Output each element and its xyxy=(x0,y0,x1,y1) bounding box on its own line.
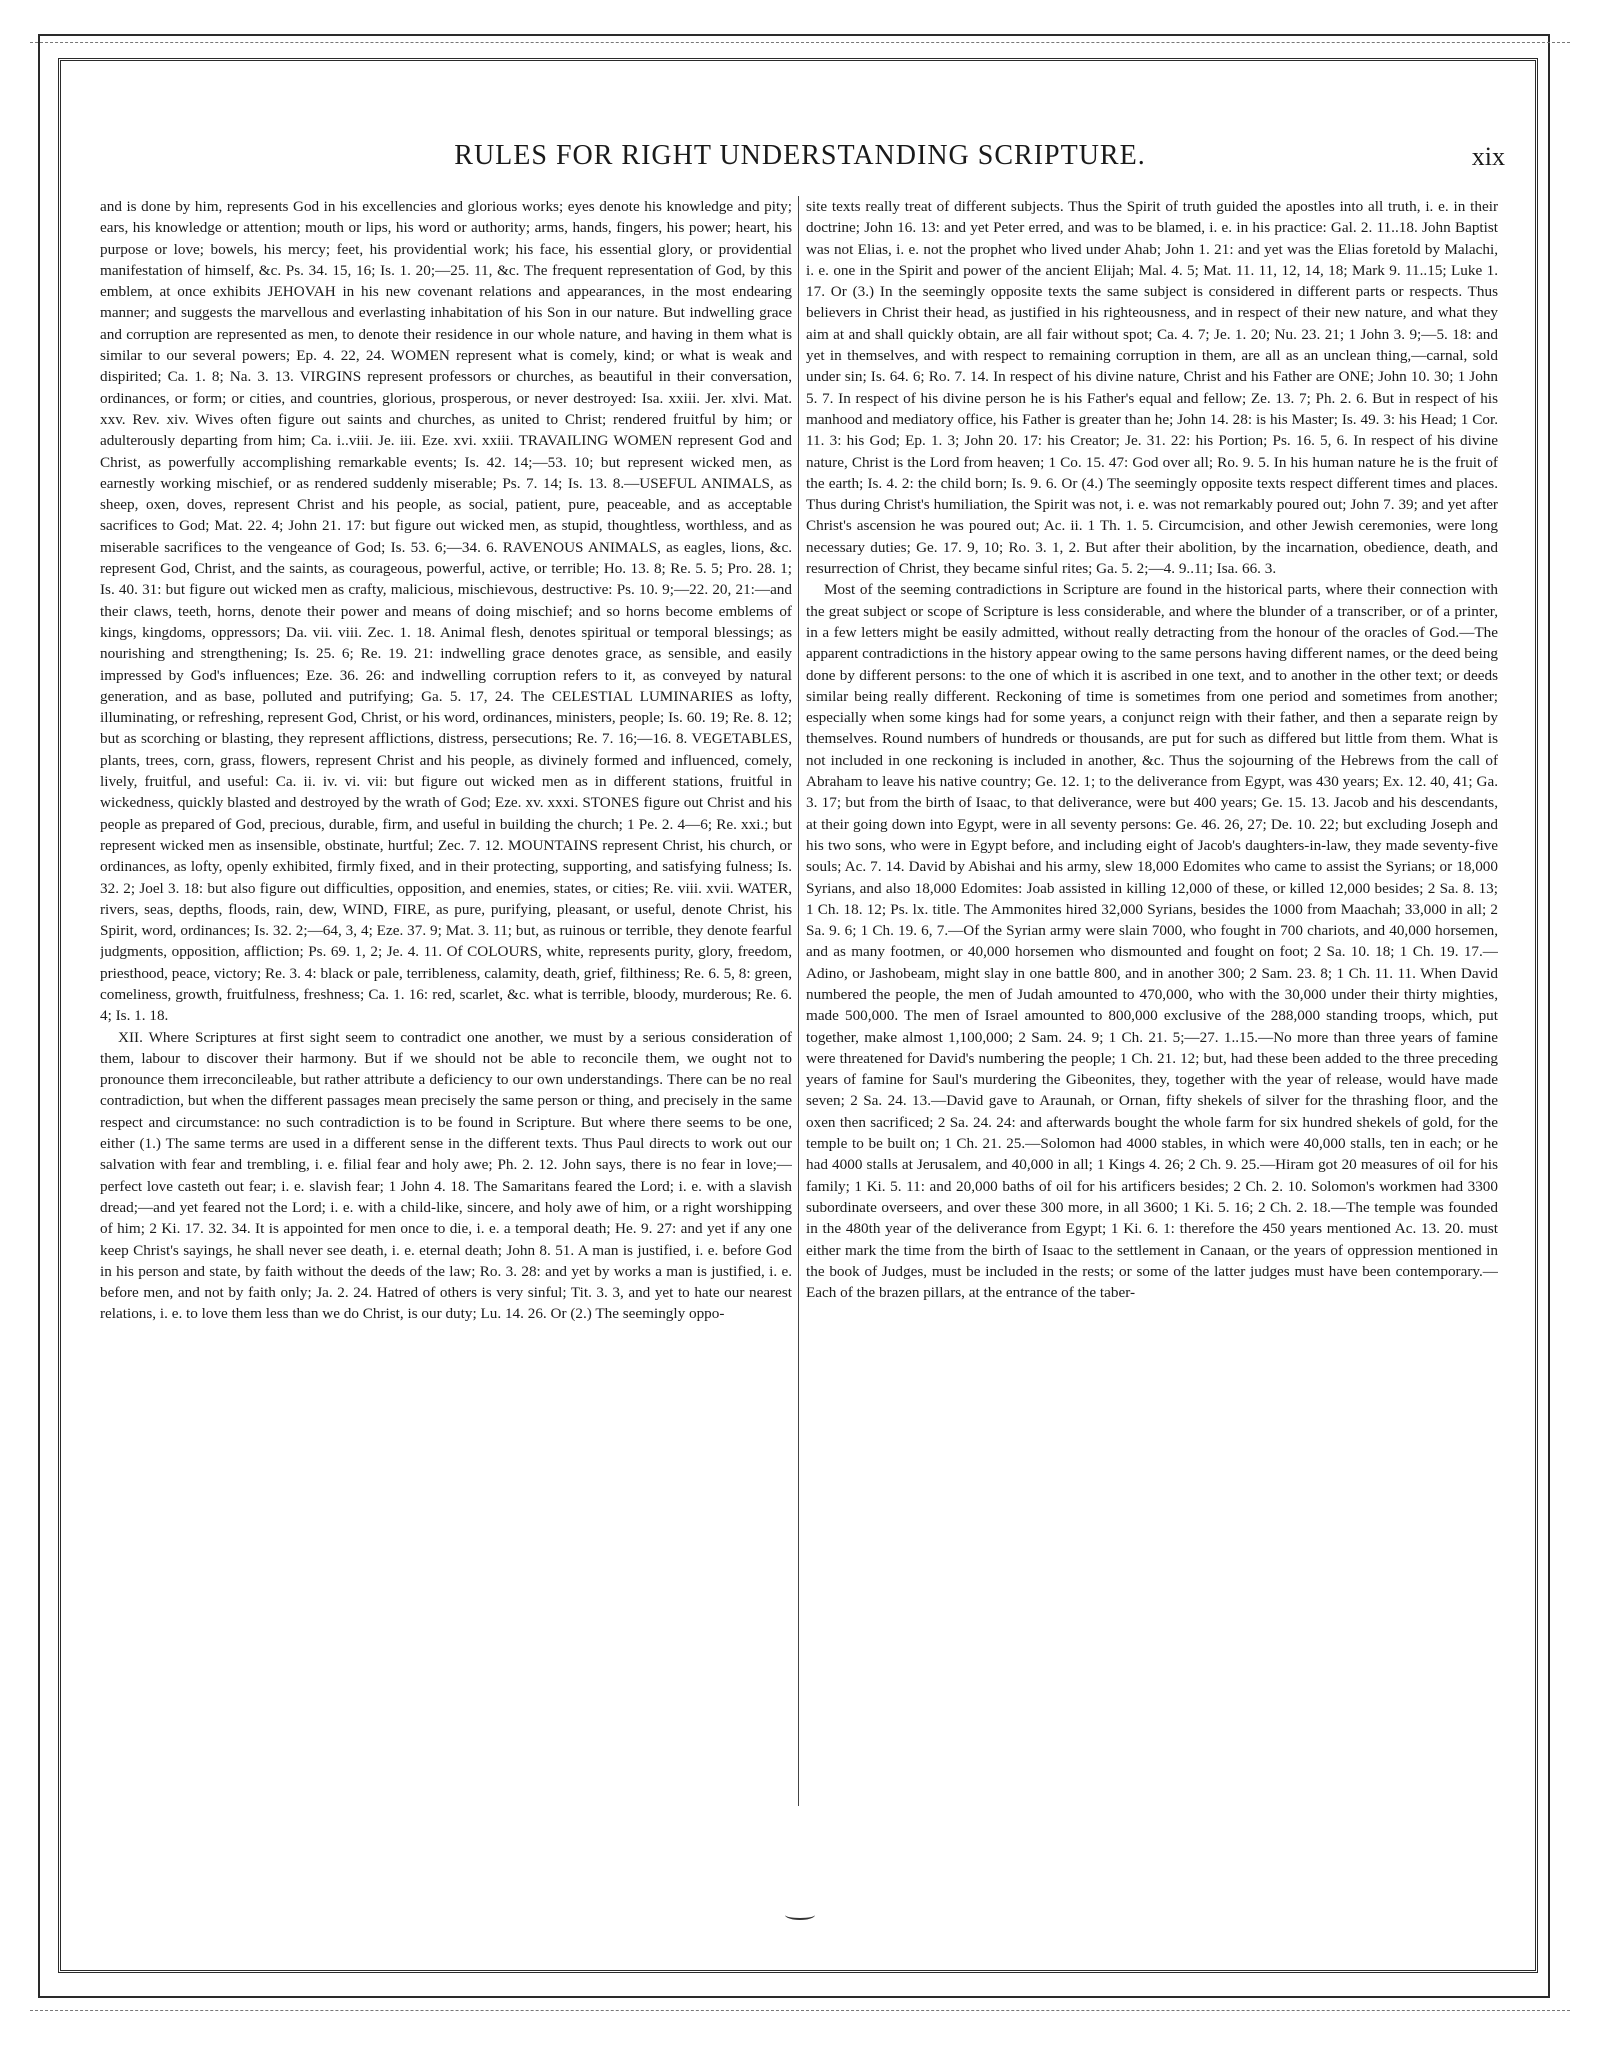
bottom-dashed-rule xyxy=(30,2010,1570,2011)
bottom-ornament xyxy=(785,1910,815,1920)
right-paragraph-1: site texts really treat of different subjects. Thus the Spirit of truth guided the apostles into all truth, i. e. in their doctrine; John 16. 13: and yet Peter erred, and was to be blamed, i. e. in his practice: Gal. 2. 11..18. John Baptist was not Elias, i. e. not the prophet who lived under Ahab; John 1. 21: and yet was the Elias foretold by Malachi, i. e. one in the Spirit and power of the ancient Elijah; Mal. 4. 5; Mat. 11. 11, 12, 14, 18; Mark 9. 11..15; Luke 1. 17. Or (3.) In the seemingly opposite texts the same subject is considered in different parts or respects. Thus believers in Christ their head, as justified in his righteousness, and in respect of their new nature, and what they aim at and shall quickly obtain, are all fair without spot; Ca. 4. 7; Je. 1. 20; Nu. 23. 21; 1 John 3. 9;—5. 18: and yet in themselves, and with respect to remaining corruption in them, are all as an unclean thing,—carnal, sold under sin; Is. 64. 6; Ro. 7. 14. In respect of his divine nature, Christ and his Father are ONE; John 10. 30; 1 John 5. 7. In respect of his divine person he is his Father's equal and fellow; Ze. 13. 7; Ph. 2. 6. But in respect of his manhood and mediatory office, his Father is greater than he; John 14. 28: is his Master; Is. 49. 3: his Head; 1 Cor. 11. 3: his God; Ep. 1. 3; John 20. 17: his Creator; Je. 31. 22: his Portion; Ps. 16. 5, 6. In respect of his divine nature, Christ is the Lord from heaven; 1 Co. 15. 47: God over all; Ro. 9. 5. In his human nature he is the fruit of the earth; Is. 4. 2: the child born; Is. 9. 6. Or (4.) The seemingly opposite texts respect different times and places. Thus during Christ's humiliation, the Spirit was not, i. e. was not remarkably poured out; John 7. 39; and yet after Christ's ascension he was poured out; Ac. ii. 1 Th. 1. 5. Circumcision, and other Jewish ceremonies, were long necessary duties; Ge. 17. 9, 10; Ro. 3. 1, 2. But after their abolition, by the incarnation, obedience, death, and resurrection of Christ, they became sinful rites; Ga. 5. 2;—4. 9..11; Isa. 66. 3. xyxy=(806,198,1498,578)
left-paragraph-1: and is done by him, represents God in his excellencies and glorious works; eyes denote his knowledge and pity; ears, his knowledge or attention; mouth or lips, his word or authority; arms, hands, fingers, his power; heart, his purpose or love; bowels, his mercy; feet, his providential work; his face, his essential glory, or providential manifestation of himself, &c. Ps. 34. 15, 16; Is. 1. 20;—25. 11, &c. The frequent representation of God, by this emblem, at once exhibits JEHOVAH in his new covenant relations and appearances, in the most endearing manner; and suggests the marvellous and everlasting inhabitation of his Son in our nature. But indwelling grace and corruption are represented as men, to denote their residence in our whole nature, and having in them what is similar to our several powers; Ep. 4. 22, 24. WOMEN represent what is comely, kind; or what is weak and dispirited; Ca. 1. 8; Na. 3. 13. VIRGINS represent professors or churches, as beautiful in their conversation, ordinances, or form; or cities, and countries, glorious, prosperous, or never destroyed: Isa. xxiii. Jer. xlvi. Mat. xxv. Rev. xiv. Wives often figure out saints and churches, as united to Christ; rendered fruitful by him; or adulterously departing from him; Ca. i..viii. Je. iii. Eze. xvi. xxiii. TRAVAILING WOMEN represent God and Christ, as powerfully accomplishing remarkable events; Is. 42. 14;—53. 10; but represent wicked men, as earnestly working mischief, or as rendered suddenly miserable; Ps. 7. 14; Is. 13. 8.—USEFUL ANIMALS, as sheep, oxen, doves, represent Christ and his people, as social, patient, pure, peaceable, and as acceptable sacrifices to God; Mat. 22. 4; John 21. 17: but figure out wicked men, as stupid, thoughtless, worthless, and as miserable sacrifices to the vengeance of God; Is. 53. 6;—34. 6. RAVENOUS ANIMALS, as eagles, lions, &c. represent God, Christ, and the saints, as courageous, powerful, active, or terrible; Ho. 13. 8; Re. 5. 5; Pro. 28. 1; Is. 40. 31: but figure out wicked men as crafty, malicious, mischievous, destructive: Ps. 10. 9;—22. 20, 21:—and their claws, teeth, horns, denote their power and means of doing mischief; and so horns become emblems of kings, kingdoms, oppressors; Da. vii. viii. Zec. 1. 18. Animal flesh, denotes spiritual or temporal blessings; as nourishing and strengthening; Is. 25. 6; Re. 19. 21: indwelling grace denotes grace, as sensible, and easily impressed by God's influences; Eze. 36. 26: and indwelling corruption refers to it, as conveyed by natural generation, and as base, polluted and putrifying; Ga. 5. 17, 24. The CELESTIAL LUMINARIES as lofty, illuminating, or refreshing, represent God, Christ, or his word, ordinances, ministers, people; Is. 60. 19; Re. 8. 12; but as scorching or blasting, they represent afflictions, distress, persecutions; Re. 7. 16;—16. 8. VEGETABLES, plants, trees, corn, grass, flowers, represent Christ and his people, as divinely formed and influenced, comely, lively, fruitful, and useful: Ca. ii. iv. vi. vii: but figure out wicked men as in different stations, fruitful in wickedness, quickly blasted and destroyed by the wrath of God; Eze. xv. xxxi. STONES figure out Christ and his people as prepared of God, precious, durable, firm, and useful in building the church; 1 Pe. 2. 4—6; Re. xxi.; but represent wicked men as insensible, obstinate, hurtful; Zec. 7. 12. MOUNTAINS represent Christ, his church, or ordinances, as lofty, openly exhibited, firmly fixed, and in their protecting, supporting, and satisfying fulness; Is. 32. 2; Joel 3. 18: but also figure out difficulties, opposition, and enemies, states, or cities; Re. viii. xvii. WATER, rivers, seas, depths, floods, rain, dew, WIND, FIRE, as pure, purifying, pleasant, or useful, denote Christ, his Spirit, word, ordinances; Is. 32. 2;—64, 3, 4; Eze. 37. 9; Mat. 3. 11; but, as ruinous or terrible, they denote fearful judgments, opposition, affliction; Ps. 69. 1, 2; Je. 4. 11. Of COLOURS, white, represents purity, glory, freedom, priesthood, peace, victory; Re. 3. 4: black or pale, terribleness, calamity, death, grief, filthiness; Re. 6. 5, 8: green, comeliness, growth, fruitfulness, freshness; Ca. 1. 16: red, scarlet, &c. what is terrible, bloody, murderous; Re. 6. 4; Is. 1. 18. xyxy=(100,198,792,1025)
page-number: xix xyxy=(1471,142,1505,171)
column-divider xyxy=(798,196,799,1806)
top-dashed-rule xyxy=(30,42,1570,43)
page-title: RULES FOR RIGHT UNDERSTANDING SCRIPTURE. xyxy=(454,140,1146,171)
left-paragraph-2: XII. Where Scriptures at first sight seem to contradict one another, we must by a serious consideration of them, labour to discover their harmony. But if we should not be able to reconcile them, we ought not to pronounce them irreconcileable, but rather attribute a deficiency to our own understandings. There can be no real contradiction, but when the different passages mean precisely the same person or thing, and precisely in the same respect and circumstance: no such contradiction is to be found in Scripture. But where there seems to be one, either (1.) The same terms are used in a different sense in the different texts. Thus Paul directs to work out our salvation with fear and trembling, i. e. filial fear and holy awe; Ph. 2. 12. John says, there is no fear in love;—perfect love casteth out fear; i. e. slavish fear; 1 John 4. 18. The Samaritans feared the Lord; i. e. with a slavish dread;—and yet feared not the Lord; i. e. with a child-like, sincere, and holy awe of him, or a right worshipping of him; 2 Ki. 17. 32. 34. It is appointed for men once to die, i. e. a temporal death; He. 9. 27: and yet if any one keep Christ's sayings, he shall never see death, i. e. eternal death; John 8. 51. A man is justified, i. e. before God in his person and state, by faith without the deeds of the law; Ro. 3. 28: and yet by works a man is justified, i. e. before men, and not by faith only; Ja. 2. 24. Hatred of others is very sinful; Tit. 3. 3, and yet to hate our nearest relations, i. e. to love them less than we do Christ, is our duty; Lu. 14. 26. Or (2.) The seemingly oppo- xyxy=(100,1028,792,1323)
right-text-column xyxy=(806,196,1498,1806)
left-text-column xyxy=(100,196,792,1806)
page-header xyxy=(95,140,1505,180)
right-paragraph-2: Most of the seeming contradictions in Scripture are found in the historical parts, where their connection with the great subject or scope of Scripture is less considerable, and where the blunder of a transcriber, or of a printer, in a few letters might be easily admitted, without really detracting from the honour of the oracles of God.—The apparent contradictions in the history appear owing to the same persons having different names, or the deed being done by different persons: to the one of which it is ascribed in one text, and to another in the other text; or deeds similar being really different. Reckoning of time is sometimes from one period and sometimes from another; especially when some kings had for some years, a conjunct reign with their father, and then a separate reign by themselves. Round numbers of hundreds or thousands, are put for such as differed but little from them. What is not included in one reckoning is included in another, &c. Thus the sojourning of the Hebrews from the call of Abraham to leave his native country; Ge. 12. 1; to the deliverance from Egypt, was 430 years; Ex. 12. 40, 41; Ga. 3. 17; but from the birth of Isaac, to that deliverance, were but 400 years; Ge. 15. 13. Jacob and his descendants, at their going down into Egypt, were in all seventy persons: Ge. 46. 26, 27; De. 10. 22; but excluding Joseph and his two sons, who were in Egypt before, and including eight of Jacob's daughters-in-law, they made seventy-five souls; Ac. 7. 14. David by Abishai and his army, slew 18,000 Edomites who came to assist the Syrians; or 18,000 Syrians, and also 18,000 Edomites: Joab assisted in killing 12,000 of these, or killed 12,000 besides; 2 Sa. 8. 13; 1 Ch. 18. 12; Ps. lx. title. The Ammonites hired 32,000 Syrians, besides the 1000 from Maachah; 33,000 in all; 2 Sa. 9. 6; 1 Ch. 19. 6, 7.—Of the Syrian army were slain 7000, who fought in 700 chariots, and 40,000 horsemen, and as many footmen, or 40,000 horsemen who dismounted and fought on foot; 2 Sa. 10. 18; 1 Ch. 19. 17.—Adino, or Jashobeam, might slay in one battle 800, and in another 300; 2 Sam. 23. 8; 1 Ch. 11. 11. When David numbered the people, the men of Judah amounted to 470,000, who with the 30,000 under their thirty mighties, made 500,000. The men of Israel amounted to 800,000 exclusive of the 288,000 standing troops, which, put together, make almost 1,100,000; 2 Sam. 24. 9; 1 Ch. 21. 5;—27. 1..15.—No more than three years of famine were threatened for David's numbering the people; 1 Ch. 21. 12; but, had these been added to the three preceding years of famine for Saul's murdering the Gibeonites, they, together with the year of release, would have made seven; 2 Sa. 24. 13.—David gave to Araunah, or Ornan, fifty shekels of silver for the thrashing floor, and the oxen then sacrificed; 2 Sa. 24. 24: and afterwards bought the whole farm for six hundred shekels of gold, for the temple to be built on; 1 Ch. 21. 25.—Solomon had 4000 stables, in which were 40,000 stalls, ten in each; or he had 4000 stalls at Jerusalem, and 40,000 in all; 1 Kings 4. 26; 2 Ch. 9. 25.—Hiram got 20 measures of oil for his family; 1 Ki. 5. 11: and 20,000 baths of oil for his artificers besides; 2 Ch. 2. 10. Solomon's workmen had 3300 subordinate overseers, and over these 300 more, in all 3600; 1 Ki. 5. 16; 2 Ch. 2. 18.—The temple was founded in the 480th year of the deliverance from Egypt; 1 Ki. 6. 1: therefore the 450 years mentioned Ac. 13. 20. must either mark the time from the birth of Isaac to the settlement in Canaan, or the years of oppression mentioned in the book of Judges, must be included in the rests; or some of the latter judges must have been contemporary.—Each of the brazen pillars, at the entrance of the taber- xyxy=(806,581,1498,1302)
